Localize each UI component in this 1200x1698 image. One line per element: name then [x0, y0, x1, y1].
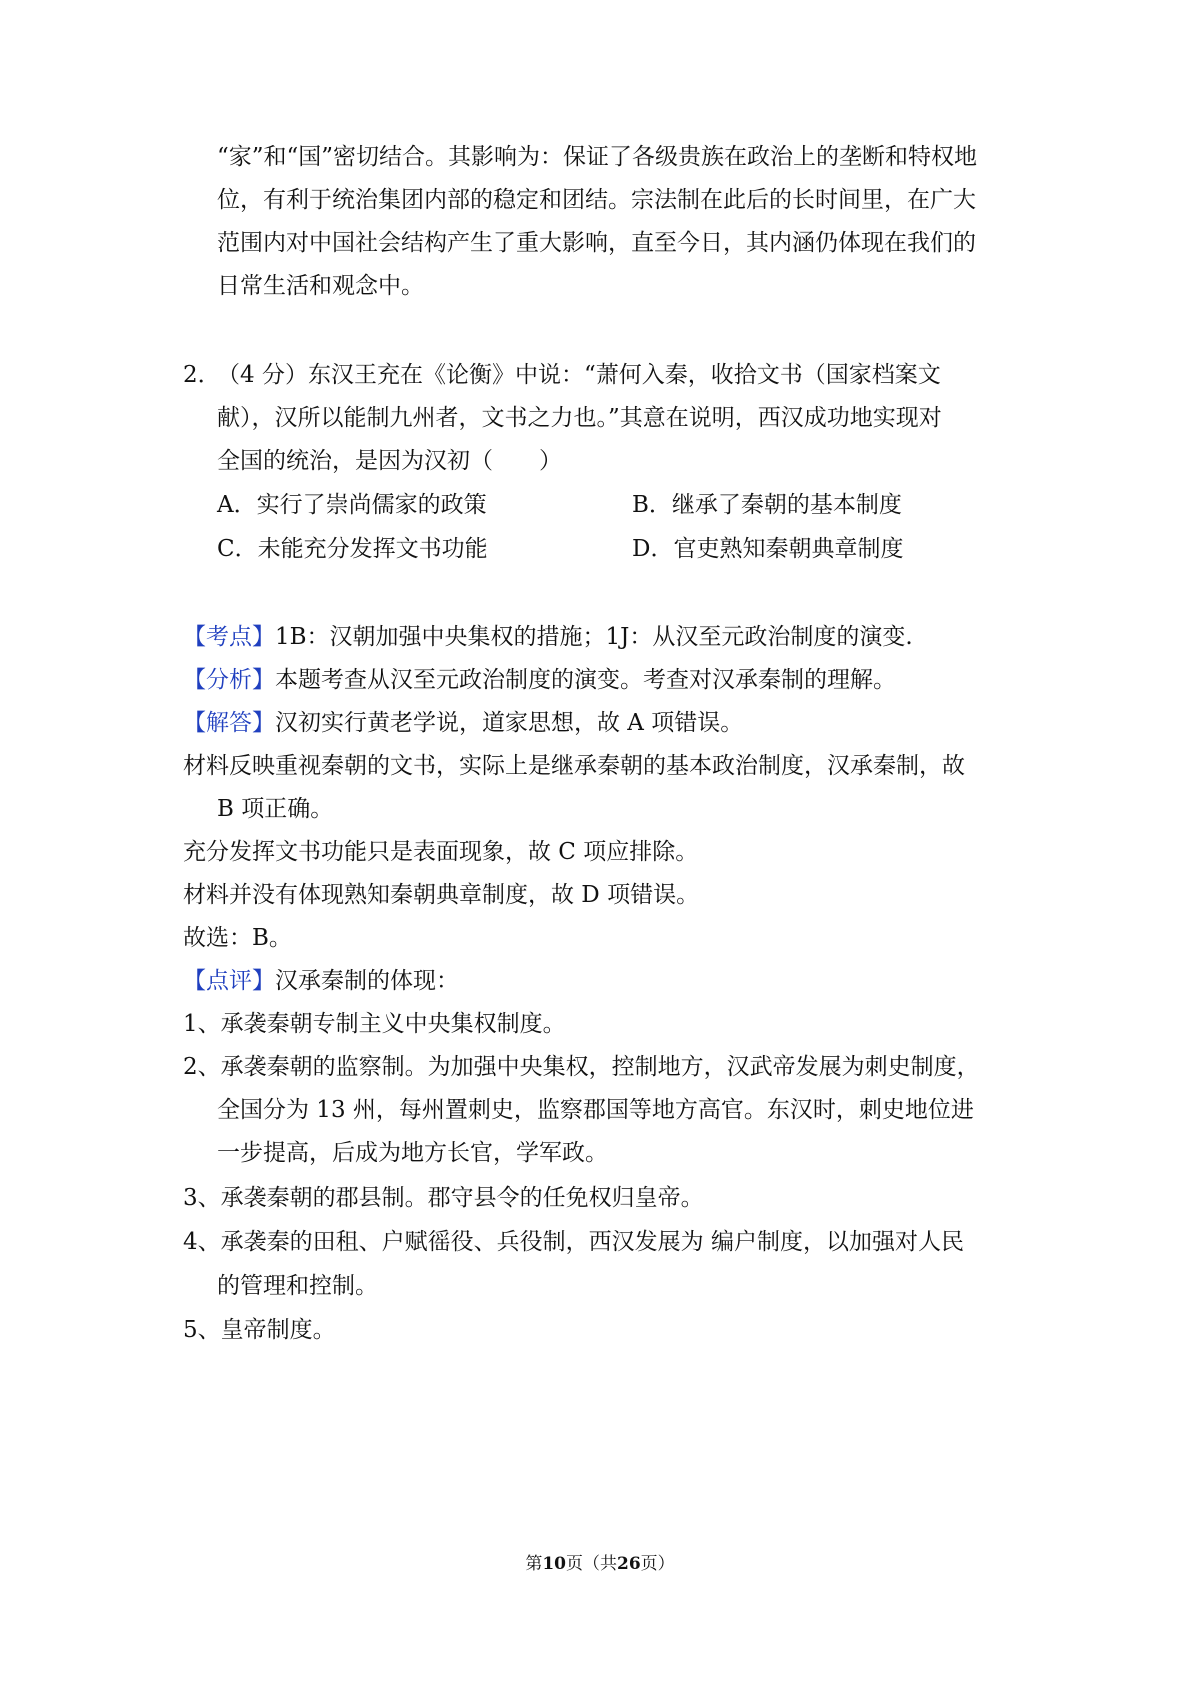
kaodian-tag: 【考点】 — [183, 624, 275, 650]
footer-suffix: 页） — [640, 1554, 675, 1574]
paragraph-line: 位，有利于统治集团内部的稳定和团结。宗法制在此后的长时间里，在广大 — [217, 187, 976, 213]
fenxi-line — [183, 666, 896, 694]
jieda-body-line: B 项正确。 — [217, 796, 334, 822]
kaodian-line — [183, 623, 913, 651]
option-d: D．官吏熟知秦朝典章制度 — [632, 536, 904, 562]
dianping-item-continued: 全国分为 13 州，每州置刺史，监察郡国等地方高官。东汉时，刺史地位进 — [217, 1097, 974, 1123]
question-number: 2． — [183, 362, 221, 388]
dianping-item-continued: 一步提高，后成为地方长官，学军政。 — [217, 1140, 608, 1166]
dianping-line — [183, 967, 459, 995]
question-stem-line: 献），汉所以能制九州者，文书之力也。”其意在说明，西汉成功地实现对 — [217, 405, 942, 431]
fenxi-text: 本题考查从汉至元政治制度的演变。考查对汉承秦制的理解。 — [275, 667, 896, 693]
option-b: B．继承了秦朝的基本制度 — [632, 492, 902, 518]
footer-page-number: 10 — [542, 1554, 566, 1574]
jieda-tag: 【解答】 — [183, 710, 275, 736]
jieda-line — [183, 709, 743, 737]
paragraph-line: 日常生活和观念中。 — [217, 273, 424, 299]
dianping-text: 汉承秦制的体现： — [275, 968, 459, 994]
dianping-item: 3、承袭秦朝的郡县制。郡守县令的任免权归皇帝。 — [183, 1185, 704, 1211]
dianping-item: 4、承袭秦的田租、户赋徭役、兵役制，西汉发展为 编户制度，以加强对人民 — [183, 1229, 964, 1255]
dianping-item: 5、皇帝制度。 — [183, 1317, 336, 1343]
kaodian-text: 1B：汉朝加强中央集权的措施；1J：从汉至元政治制度的演变. — [275, 624, 913, 650]
dianping-item: 2、承袭秦朝的监察制。为加强中央集权，控制地方，汉武帝发展为刺史制度， — [183, 1054, 980, 1080]
jieda-body-line: 充分发挥文书功能只是表面现象，故 C 项应排除。 — [183, 839, 699, 865]
footer-total-pages: 26 — [617, 1554, 641, 1574]
paragraph-line: 范围内对中国社会结构产生了重大影响，直至今日，其内涵仍体现在我们的 — [217, 230, 976, 256]
page-footer — [0, 1553, 1200, 1575]
paragraph-line: “家”和“国”密切结合。其影响为：保证了各级贵族在政治上的垄断和特权地 — [217, 144, 978, 170]
question-stem-line: （4 分）东汉王充在《论衡》中说：“萧何入秦，收拾文书（国家档案文 — [217, 362, 941, 388]
dianping-item-continued: 的管理和控制。 — [217, 1273, 378, 1299]
jieda-text: 汉初实行黄老学说，道家思想，故 A 项错误。 — [275, 710, 744, 736]
fenxi-tag: 【分析】 — [183, 667, 275, 693]
footer-middle: 页（共 — [566, 1554, 617, 1574]
footer-prefix: 第 — [525, 1554, 543, 1574]
jieda-body-line: 材料并没有体现熟知秦朝典章制度，故 D 项错误。 — [183, 882, 700, 908]
jieda-answer: 故选：B。 — [183, 925, 292, 951]
question-stem-line: 全国的统治，是因为汉初（ ） — [217, 448, 562, 474]
option-a: A．实行了崇尚儒家的政策 — [217, 492, 487, 518]
option-c: C．未能充分发挥文书功能 — [217, 536, 488, 562]
dianping-tag: 【点评】 — [183, 968, 275, 994]
jieda-body-line: 材料反映重视秦朝的文书，实际上是继承秦朝的基本政治制度，汉承秦制，故 — [183, 753, 965, 779]
dianping-item: 1、承袭秦朝专制主义中央集权制度。 — [183, 1011, 566, 1037]
